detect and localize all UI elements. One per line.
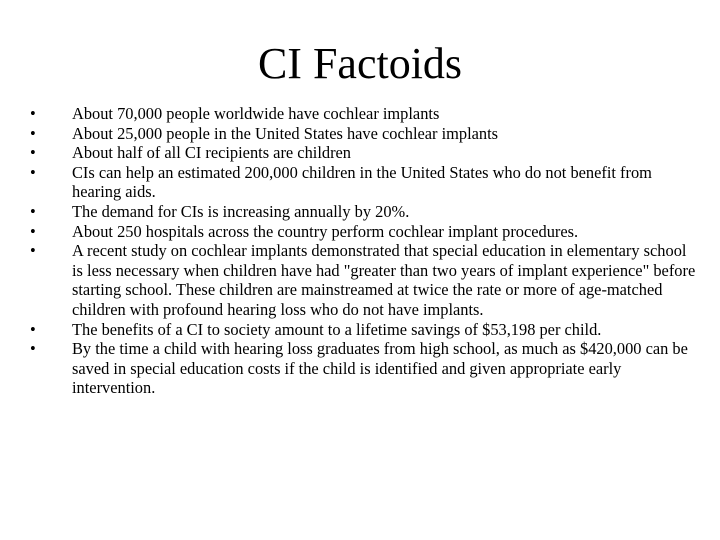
bullet-item [30, 222, 700, 242]
bullet-text: The demand for CIs is increasing annually by 20%. [72, 201, 410, 221]
bullet-text: About 250 hospitals across the country perform cochlear implant procedures. [72, 221, 579, 241]
bullet-dot-icon: • [30, 241, 36, 261]
bullet-dot-icon: • [30, 162, 36, 182]
bullet-item [30, 143, 700, 163]
bullet-list [30, 104, 700, 398]
bullet-item [30, 339, 700, 398]
bullet-dot-icon: • [30, 319, 36, 339]
bullet-text: A recent study on cochlear implants demonstrated that special education in elementary school is less necessary when children have had "greater than two years of implant experience" before starting school. These children are mainstreamed at twice the rate or more of age-matched children with profound hearing loss who do not have implants. [72, 241, 696, 319]
bullet-text: The benefits of a CI to society amount to a lifetime savings of $53,198 per child. [72, 319, 602, 339]
bullet-item [30, 104, 700, 124]
bullet-text: About half of all CI recipients are children [72, 143, 351, 163]
bullet-text: About 70,000 people worldwide have cochlear implants [72, 104, 440, 123]
bullet-text: About 25,000 people in the United States have cochlear implants [72, 123, 499, 143]
slide-title: CI Factoids [257, 39, 463, 88]
bullet-dot-icon: • [30, 104, 36, 123]
bullet-item [30, 320, 700, 340]
bullet-dot-icon: • [30, 221, 36, 241]
bullet-dot-icon: • [30, 123, 36, 143]
bullet-text: By the time a child with hearing loss graduates from high school, as much as $420,000 can be saved in special education costs if the child is identified and given appropriate early intervention. [72, 339, 688, 398]
bullet-dot-icon: • [30, 339, 36, 359]
bullet-text: CIs can help an estimated 200,000 children in the United States who do not benefit from hearing aids. [72, 162, 652, 202]
bullet-dot-icon: • [30, 143, 36, 163]
bullet-item [30, 124, 700, 144]
bullet-item [30, 241, 700, 319]
bullet-dot-icon: • [30, 201, 36, 221]
bullet-item [30, 202, 700, 222]
bullet-item [30, 163, 700, 202]
